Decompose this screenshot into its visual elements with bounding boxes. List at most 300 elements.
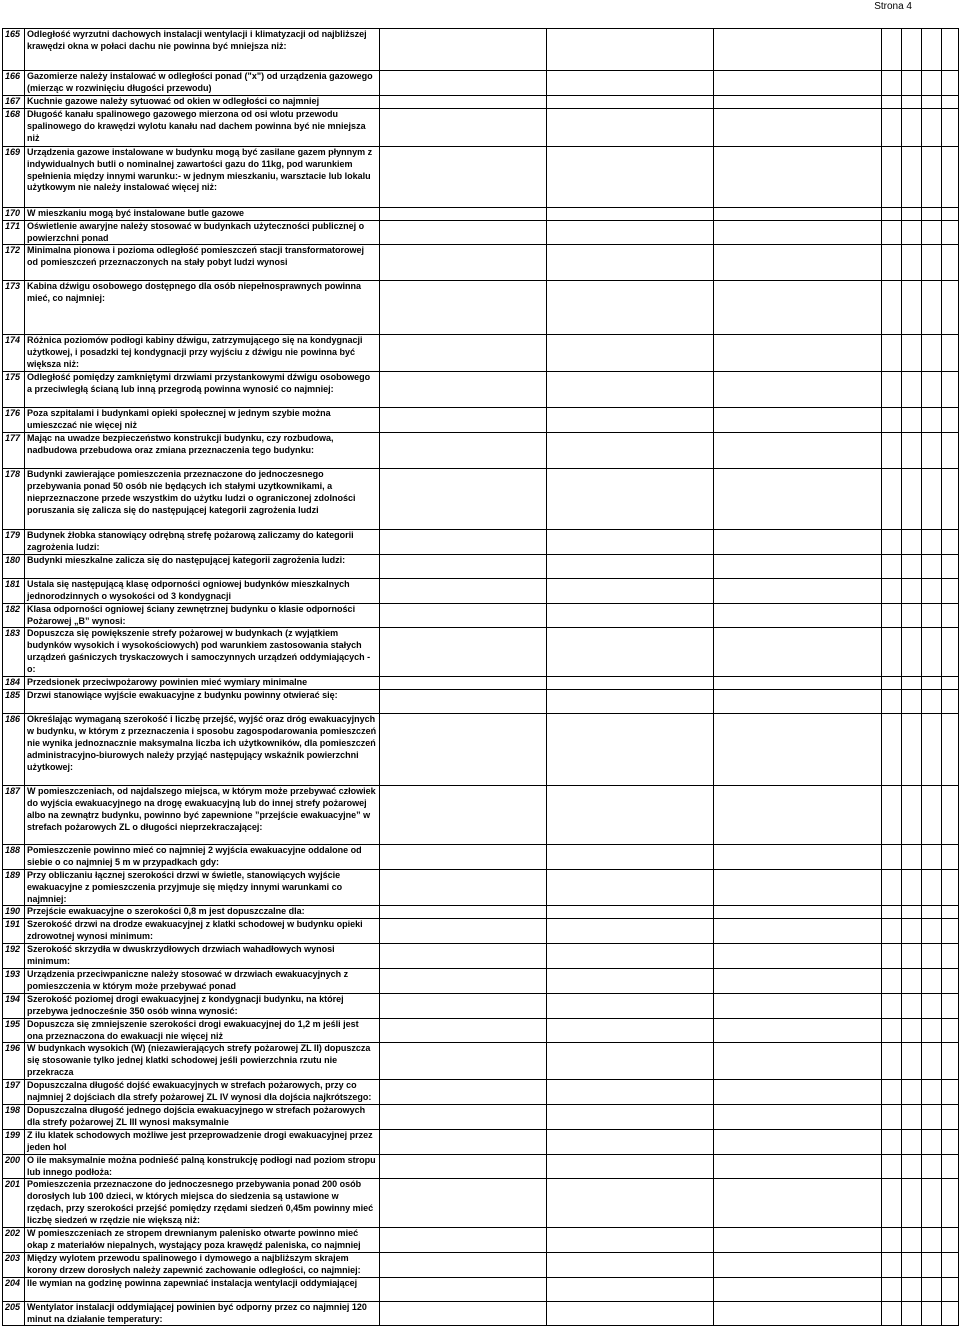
- answer-cell: [882, 335, 902, 372]
- answer-cell: [902, 1104, 922, 1129]
- answer-cell: [942, 1043, 959, 1080]
- answer-cell: [547, 919, 714, 944]
- answer-cell: [882, 554, 902, 578]
- answer-cell: [380, 944, 547, 969]
- answer-cell: [380, 468, 547, 529]
- answer-cell: [882, 689, 902, 713]
- answer-cell: [922, 1104, 942, 1129]
- answer-cell: [547, 677, 714, 690]
- answer-cell: [714, 1277, 882, 1301]
- answer-cell: [902, 1228, 922, 1253]
- answer-cell: [547, 906, 714, 919]
- answer-cell: [714, 919, 882, 944]
- question-row: [3, 1104, 959, 1129]
- question-row: [3, 993, 959, 1018]
- answer-cell: [380, 335, 547, 372]
- answer-cell: [380, 95, 547, 108]
- answer-cell: [922, 785, 942, 844]
- question-text: Urządzenia gazowe instalowane w budynku mogą być zasilane gazem płynnym z indywidualnych butli o nominalnej zawartości gazu do 11kg, pod warunkiem spełnienia między innymi warunku:- w jednym mieszkaniu, warsztacie lub lokalu użytkowym nie należy instalować więcej niż:: [25, 146, 380, 207]
- answer-cell: [380, 1154, 547, 1179]
- question-text: Odległość wyrzutni dachowych instalacji wentylacji i klimatyzacji od najbliższej krawędzi okna w połaci dachu nie powinna być mniejsza niż:: [25, 29, 380, 71]
- answer-cell: [942, 785, 959, 844]
- answer-cell: [714, 372, 882, 408]
- question-row: [3, 1043, 959, 1080]
- answer-cell: [942, 689, 959, 713]
- question-number: 172: [3, 245, 25, 281]
- question-row: [3, 1129, 959, 1154]
- answer-cell: [882, 785, 902, 844]
- question-row: [3, 146, 959, 207]
- question-number: 204: [3, 1277, 25, 1301]
- answer-cell: [714, 844, 882, 869]
- answer-cell: [922, 146, 942, 207]
- answer-cell: [714, 71, 882, 96]
- answer-cell: [902, 785, 922, 844]
- question-text: Urządzenia przeciwpaniczne należy stosować w drzwiach ewakuacyjnych z pomieszczenia w którym może przebywać ponad: [25, 969, 380, 994]
- question-number: 176: [3, 408, 25, 433]
- answer-cell: [714, 207, 882, 220]
- question-row: [3, 1154, 959, 1179]
- answer-cell: [942, 108, 959, 146]
- question-row: [3, 335, 959, 372]
- question-row: [3, 919, 959, 944]
- answer-cell: [942, 95, 959, 108]
- answer-cell: [714, 95, 882, 108]
- answer-cell: [714, 146, 882, 207]
- question-text: W pomieszczeniach ze stropem drewnianym palenisko otwarte powinno mieć okap z materiałów niepalnych, wystający poza krawędź paleniska, co najmniej: [25, 1228, 380, 1253]
- answer-cell: [902, 944, 922, 969]
- answer-cell: [547, 372, 714, 408]
- answer-cell: [902, 372, 922, 408]
- answer-cell: [547, 146, 714, 207]
- answer-cell: [922, 108, 942, 146]
- question-row: [3, 1228, 959, 1253]
- question-number: 182: [3, 603, 25, 628]
- answer-cell: [882, 844, 902, 869]
- answer-cell: [902, 220, 922, 245]
- answer-cell: [380, 603, 547, 628]
- answer-cell: [902, 432, 922, 468]
- answer-cell: [922, 432, 942, 468]
- answer-cell: [902, 1154, 922, 1179]
- answer-cell: [922, 29, 942, 71]
- answer-cell: [902, 29, 922, 71]
- question-number: 168: [3, 108, 25, 146]
- question-text: Dopuszcza się zmniejszenie szerokości drogi ewakuacyjnej do 1,2 m jeśli jest ona przeznaczona do ewakuacji nie więcej niż: [25, 1018, 380, 1043]
- question-row: [3, 529, 959, 554]
- question-text: Odległość pomiędzy zamkniętymi drzwiami przystankowymi dźwigu osobowego a przeciwległą ścianą lub inną przegrodą powinna wynosić co najmniej:: [25, 372, 380, 408]
- answer-cell: [714, 335, 882, 372]
- answer-cell: [882, 1179, 902, 1228]
- question-text: Gazomierze należy instalować w odległości ponad ("x") od urządzenia gazowego (mierząc w rozwinięciu długości przewodu): [25, 71, 380, 96]
- answer-cell: [922, 1252, 942, 1277]
- answer-cell: [380, 245, 547, 281]
- answer-cell: [942, 281, 959, 335]
- question-number: 179: [3, 529, 25, 554]
- answer-cell: [882, 220, 902, 245]
- answer-cell: [922, 408, 942, 433]
- answer-cell: [380, 844, 547, 869]
- answer-cell: [922, 869, 942, 906]
- question-text: Określając wymaganą szerokość i liczbę przejść, wyjść oraz dróg ewakuacyjnych w budynku, w którym z przeznaczenia i sposobu zagospodarowania pomieszczeń nie wynika jednoznacznie maksymalna liczba ich użytkowników, dla pomieszczeń administracyjno-biurowych należy przyjąć następujący wskaźnik powierzchni użytkowej:: [25, 713, 380, 785]
- answer-cell: [714, 969, 882, 994]
- answer-cell: [714, 785, 882, 844]
- answer-cell: [714, 1018, 882, 1043]
- answer-cell: [714, 677, 882, 690]
- question-text: Między wylotem przewodu spalinowego i dymowego a najbliższym skrajem korony drzew dorosłych należy zapewnić zachowanie odległości, co najmniej:: [25, 1252, 380, 1277]
- answer-cell: [547, 578, 714, 603]
- answer-cell: [942, 993, 959, 1018]
- question-text: W mieszkaniu mogą być instalowane butle gazowe: [25, 207, 380, 220]
- answer-cell: [902, 245, 922, 281]
- answer-cell: [882, 1252, 902, 1277]
- answer-cell: [882, 29, 902, 71]
- answer-cell: [547, 844, 714, 869]
- question-row: [3, 844, 959, 869]
- question-row: [3, 1080, 959, 1105]
- answer-cell: [714, 220, 882, 245]
- answer-cell: [922, 245, 942, 281]
- question-row: [3, 372, 959, 408]
- answer-cell: [380, 1277, 547, 1301]
- question-number: 190: [3, 906, 25, 919]
- answer-cell: [380, 677, 547, 690]
- answer-cell: [882, 578, 902, 603]
- answer-cell: [380, 372, 547, 408]
- question-number: 201: [3, 1179, 25, 1228]
- question-row: [3, 1277, 959, 1301]
- answer-cell: [942, 529, 959, 554]
- answer-cell: [902, 1043, 922, 1080]
- answer-cell: [922, 906, 942, 919]
- question-row: [3, 108, 959, 146]
- answer-cell: [714, 1129, 882, 1154]
- question-number: 181: [3, 578, 25, 603]
- answer-cell: [922, 969, 942, 994]
- question-text: Przedsionek przeciwpożarowy powinien mieć wymiary minimalne: [25, 677, 380, 690]
- answer-cell: [380, 689, 547, 713]
- answer-cell: [882, 993, 902, 1018]
- answer-cell: [882, 468, 902, 529]
- answer-cell: [922, 468, 942, 529]
- answer-cell: [922, 919, 942, 944]
- question-number: 167: [3, 95, 25, 108]
- question-text: Klasa odporności ogniowej ściany zewnętrznej budynku o klasie odporności Pożarowej „B” wynosi:: [25, 603, 380, 628]
- question-row: [3, 1301, 959, 1326]
- answer-cell: [714, 1179, 882, 1228]
- answer-cell: [547, 1154, 714, 1179]
- question-text: Długość kanału spalinowego gazowego mierzona od osi wlotu przewodu spalinowego do krawędzi wylotu kanału nad dachem powinna być nie mniejsza niż: [25, 108, 380, 146]
- answer-cell: [882, 919, 902, 944]
- question-text: O ile maksymalnie można podnieść palną konstrukcję podłogi nad poziom stropu lub innego podłoża:: [25, 1154, 380, 1179]
- question-number: 171: [3, 220, 25, 245]
- answer-cell: [380, 71, 547, 96]
- answer-cell: [547, 408, 714, 433]
- answer-cell: [380, 281, 547, 335]
- answer-cell: [922, 689, 942, 713]
- answer-cell: [547, 713, 714, 785]
- answer-cell: [714, 1301, 882, 1326]
- answer-cell: [942, 335, 959, 372]
- answer-cell: [547, 71, 714, 96]
- question-number: 193: [3, 969, 25, 994]
- question-row: [3, 245, 959, 281]
- question-number: 186: [3, 713, 25, 785]
- answer-cell: [902, 603, 922, 628]
- question-number: 178: [3, 468, 25, 529]
- answer-cell: [714, 1080, 882, 1105]
- question-number: 203: [3, 1252, 25, 1277]
- answer-cell: [922, 554, 942, 578]
- answer-cell: [922, 603, 942, 628]
- answer-cell: [942, 207, 959, 220]
- answer-cell: [547, 628, 714, 677]
- answer-cell: [922, 677, 942, 690]
- answer-cell: [380, 1129, 547, 1154]
- answer-cell: [902, 906, 922, 919]
- question-text: Minimalna pionowa i pozioma odległość pomieszczeń stacji transformatorowej od pomieszczeń przeznaczonych na stały pobyt ludzi wynosi: [25, 245, 380, 281]
- question-row: [3, 29, 959, 71]
- answer-cell: [942, 1104, 959, 1129]
- question-text: Dopuszcza się powiększenie strefy pożarowej w budynkach (z wyjątkiem budynków wysokich i wysokościowych) pod warunkiem zastosowania stałych urządzeń gaśniczych tryskaczowych i samoczynnych urządzeń oddymiających - o:: [25, 628, 380, 677]
- answer-cell: [922, 220, 942, 245]
- answer-cell: [714, 713, 882, 785]
- answer-cell: [380, 1080, 547, 1105]
- question-number: 173: [3, 281, 25, 335]
- question-number: 196: [3, 1043, 25, 1080]
- answer-cell: [714, 944, 882, 969]
- answer-cell: [380, 785, 547, 844]
- answer-cell: [902, 919, 922, 944]
- answer-cell: [714, 1104, 882, 1129]
- answer-cell: [714, 281, 882, 335]
- question-row: [3, 207, 959, 220]
- question-number: 189: [3, 869, 25, 906]
- page-number: Strona 4: [874, 1, 912, 12]
- answer-cell: [882, 1301, 902, 1326]
- answer-cell: [942, 1018, 959, 1043]
- question-number: 185: [3, 689, 25, 713]
- answer-cell: [882, 677, 902, 690]
- answer-cell: [942, 906, 959, 919]
- question-number: 184: [3, 677, 25, 690]
- answer-cell: [942, 1277, 959, 1301]
- answer-cell: [902, 628, 922, 677]
- question-row: [3, 468, 959, 529]
- answer-cell: [942, 603, 959, 628]
- answer-cell: [714, 993, 882, 1018]
- answer-cell: [547, 993, 714, 1018]
- answer-cell: [380, 869, 547, 906]
- answer-cell: [882, 245, 902, 281]
- answer-cell: [380, 969, 547, 994]
- answer-cell: [882, 1080, 902, 1105]
- answer-cell: [902, 677, 922, 690]
- answer-cell: [547, 207, 714, 220]
- answer-cell: [922, 1043, 942, 1080]
- answer-cell: [902, 108, 922, 146]
- question-text: Kabina dźwigu osobowego dostępnego dla osób niepełnosprawnych powinna mieć, co najmniej:: [25, 281, 380, 335]
- answer-cell: [942, 220, 959, 245]
- question-number: 169: [3, 146, 25, 207]
- answer-cell: [942, 372, 959, 408]
- answer-cell: [547, 1301, 714, 1326]
- answer-cell: [942, 919, 959, 944]
- question-text: Dopuszczalna długość jednego dojścia ewakuacyjnego w strefach pożarowych dla strefy pożarowej ZL III wynosi maksymalnie: [25, 1104, 380, 1129]
- answer-cell: [380, 554, 547, 578]
- answer-cell: [882, 713, 902, 785]
- answer-cell: [714, 468, 882, 529]
- answer-cell: [902, 95, 922, 108]
- answer-cell: [902, 554, 922, 578]
- answer-cell: [380, 1252, 547, 1277]
- answer-cell: [922, 1080, 942, 1105]
- question-text: Z ilu klatek schodowych możliwe jest przeprowadzenie drogi ewakuacyjnej przez jeden hol: [25, 1129, 380, 1154]
- answer-cell: [380, 1018, 547, 1043]
- question-number: 194: [3, 993, 25, 1018]
- question-text: Wentylator instalacji oddymiającej powinien być odporny przez co najmniej 120 minut na działanie temperatury:: [25, 1301, 380, 1326]
- answer-cell: [902, 408, 922, 433]
- answer-cell: [714, 578, 882, 603]
- answer-cell: [922, 628, 942, 677]
- answer-cell: [902, 146, 922, 207]
- answer-cell: [922, 207, 942, 220]
- question-row: [3, 713, 959, 785]
- question-text: Pomieszczenia przeznaczone do jednoczesnego przebywania ponad 200 osób dorosłych lub 100 dzieci, w których miejsca do siedzenia są ustawione w rzędach, przy szerokości przejść pomiędzy rzędami siedzeń 0,45m powinny mieć liczbę siedzeń w rzędzie nie większą niż:: [25, 1179, 380, 1228]
- question-row: [3, 71, 959, 96]
- answer-cell: [714, 432, 882, 468]
- question-text: Dopuszczalna długość dojść ewakuacyjnych w strefach pożarowych, przy co najmniej 2 dojściach dla strefy pożarowej ZL IV wynosi dla dojścia najkrótszego:: [25, 1080, 380, 1105]
- answer-cell: [547, 108, 714, 146]
- answer-cell: [942, 29, 959, 71]
- question-row: [3, 785, 959, 844]
- question-row: [3, 689, 959, 713]
- question-number: 183: [3, 628, 25, 677]
- answer-cell: [902, 689, 922, 713]
- question-text: Pomieszczenie powinno mieć co najmniej 2 wyjścia ewakuacyjne oddalone od siebie o co najmniej 5 m w przypadkach gdy:: [25, 844, 380, 869]
- question-number: 191: [3, 919, 25, 944]
- answer-cell: [547, 1043, 714, 1080]
- answer-cell: [882, 95, 902, 108]
- answer-cell: [547, 785, 714, 844]
- answer-cell: [882, 628, 902, 677]
- question-text: Mając na uwadze bezpieczeństwo konstrukcji budynku, czy rozbudowa, nadbudowa przebudowa oraz zmiana przeznaczenia tego budynku:: [25, 432, 380, 468]
- question-number: 187: [3, 785, 25, 844]
- answer-cell: [902, 335, 922, 372]
- answer-cell: [902, 713, 922, 785]
- answer-cell: [380, 529, 547, 554]
- answer-cell: [380, 1043, 547, 1080]
- answer-cell: [902, 578, 922, 603]
- answer-cell: [547, 1018, 714, 1043]
- answer-cell: [380, 578, 547, 603]
- question-text: Budynki zawierające pomieszczenia przeznaczone do jednoczesnego przebywania ponad 50 osób nie będących ich stałymi uzytkownikami, a nieprzeznaczone przede wszystkim do użytku ludzi o ograniczonej zdolności poruszania się zalicza się do następującej kategorii zagrożenia ludzi: [25, 468, 380, 529]
- answer-cell: [380, 207, 547, 220]
- answer-cell: [380, 432, 547, 468]
- answer-cell: [882, 529, 902, 554]
- answer-cell: [380, 29, 547, 71]
- answer-cell: [942, 408, 959, 433]
- answer-cell: [547, 245, 714, 281]
- answer-cell: [902, 1179, 922, 1228]
- answer-cell: [714, 408, 882, 433]
- question-text: Oświetlenie awaryjne należy stosować w budynkach użyteczności publicznej o powierzchni ponad: [25, 220, 380, 245]
- answer-cell: [380, 1228, 547, 1253]
- question-number: 195: [3, 1018, 25, 1043]
- question-number: 200: [3, 1154, 25, 1179]
- answer-cell: [380, 713, 547, 785]
- question-row: [3, 677, 959, 690]
- answer-cell: [547, 335, 714, 372]
- answer-cell: [922, 1228, 942, 1253]
- question-row: [3, 1252, 959, 1277]
- answer-cell: [942, 1154, 959, 1179]
- answer-cell: [547, 869, 714, 906]
- answer-cell: [942, 71, 959, 96]
- question-row: [3, 944, 959, 969]
- answer-cell: [902, 1129, 922, 1154]
- answer-cell: [882, 281, 902, 335]
- question-number: 174: [3, 335, 25, 372]
- answer-cell: [902, 869, 922, 906]
- answer-cell: [882, 71, 902, 96]
- answer-cell: [380, 220, 547, 245]
- answer-cell: [942, 969, 959, 994]
- answer-cell: [902, 207, 922, 220]
- question-text: W pomieszczeniach, od najdalszego miejsca, w którym może przebywać człowiek do wyjścia ewakuacyjnego na drogę ewakuacyjną lub do innej strefy pożarowej albo na zewnątrz budynku, powinno być zapewnione ”przejście ewakuacyjne” w strefach pożarowych ZL o długości nieprzekraczającej:: [25, 785, 380, 844]
- answer-cell: [882, 603, 902, 628]
- answer-cell: [942, 713, 959, 785]
- answer-cell: [882, 432, 902, 468]
- answer-cell: [547, 1252, 714, 1277]
- question-text: Przejście ewakuacyjne o szerokości 0,8 m jest dopuszczalne dla:: [25, 906, 380, 919]
- answer-cell: [942, 554, 959, 578]
- question-text: Poza szpitalami i budynkami opieki społecznej w jednym szybie można umieszczać nie więcej niż: [25, 408, 380, 433]
- question-text: Szerokość drzwi na drodze ewakuacyjnej z klatki schodowej w budynku opieki zdrowotnej wynosi minimum:: [25, 919, 380, 944]
- question-text: Ile wymian na godzinę powinna zapewniać instalacja wentylacji oddymiającej: [25, 1277, 380, 1301]
- question-number: 192: [3, 944, 25, 969]
- answer-cell: [547, 95, 714, 108]
- answer-cell: [882, 1154, 902, 1179]
- question-number: 180: [3, 554, 25, 578]
- answer-cell: [922, 335, 942, 372]
- answer-cell: [902, 1018, 922, 1043]
- answer-cell: [714, 554, 882, 578]
- question-row: [3, 554, 959, 578]
- question-text: W budynkach wysokich (W) (niezawierających strefy pożarowej ZL II) dopuszcza się stosowanie tylko jednej klatki schodowej jeśli powierzchnia rzutu nie przekracza: [25, 1043, 380, 1080]
- answer-cell: [902, 71, 922, 96]
- answer-cell: [942, 1301, 959, 1326]
- answer-cell: [380, 408, 547, 433]
- answer-cell: [922, 713, 942, 785]
- question-row: [3, 578, 959, 603]
- answer-cell: [380, 628, 547, 677]
- answer-cell: [902, 529, 922, 554]
- answer-cell: [714, 603, 882, 628]
- answer-cell: [902, 1277, 922, 1301]
- question-number: 199: [3, 1129, 25, 1154]
- answer-cell: [922, 529, 942, 554]
- question-text: Kuchnie gazowe należy sytuować od okien w odległości co najmniej: [25, 95, 380, 108]
- answer-cell: [714, 1154, 882, 1179]
- answer-cell: [547, 29, 714, 71]
- answer-cell: [380, 919, 547, 944]
- answer-cell: [882, 408, 902, 433]
- answer-cell: [714, 906, 882, 919]
- answer-cell: [942, 146, 959, 207]
- answer-cell: [714, 628, 882, 677]
- question-text: Drzwi stanowiące wyjście ewakuacyjne z budynku powinny otwierać się:: [25, 689, 380, 713]
